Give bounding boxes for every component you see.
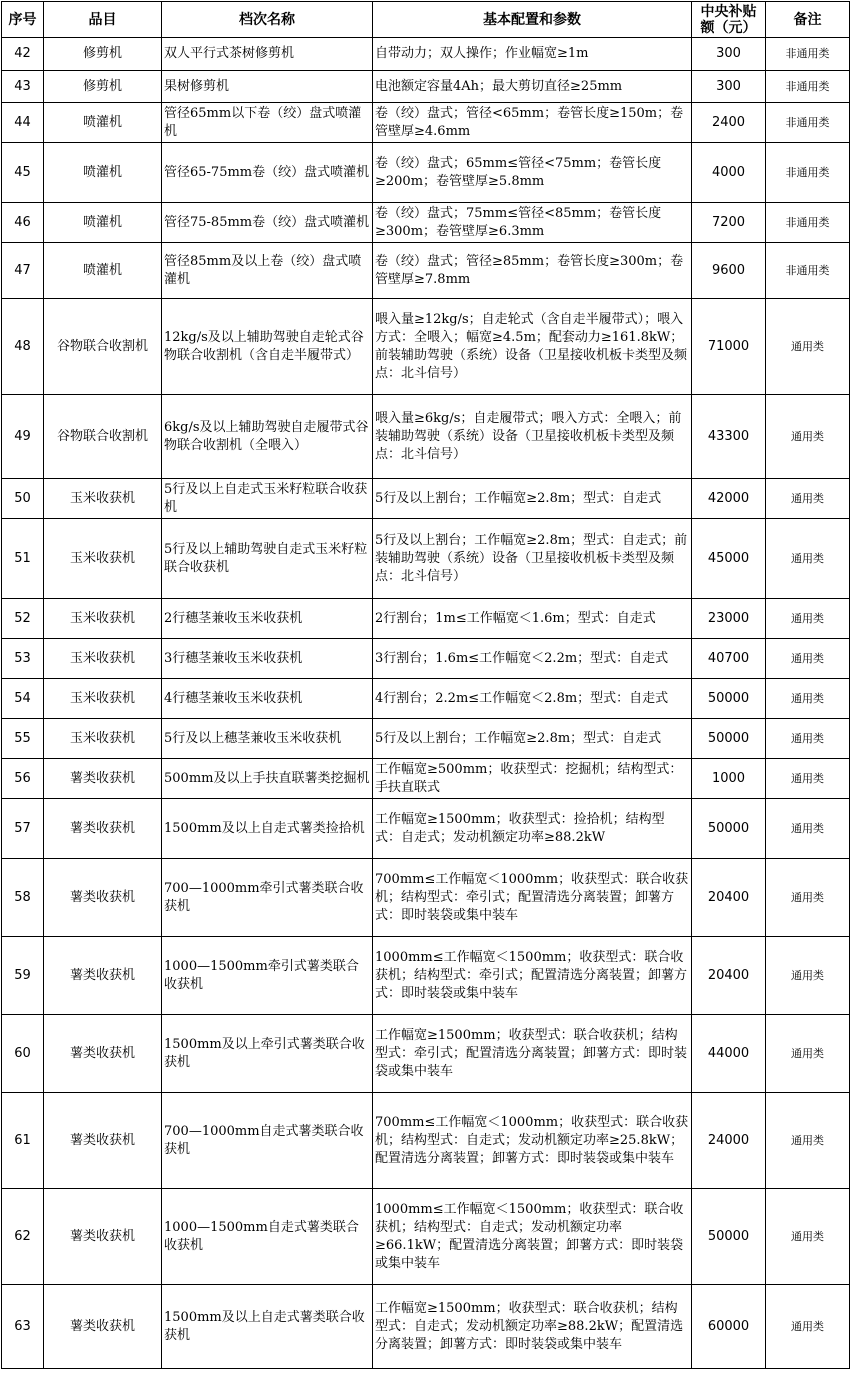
cell-category: 玉米收获机 [44,599,162,639]
table-row [2,1189,850,1285]
cell-note: 通用类 [766,859,850,937]
cell-name: 700—1000mm牵引式薯类联合收获机 [162,859,373,937]
cell-spec: 电池额定容量4Ah；最大剪切直径≥25mm [373,71,692,103]
cell-spec: 1000mm≤工作幅宽＜1500mm；收获型式：联合收获机；结构型式：自走式；发动机额定功率≥66.1kW；配置清选分离装置；卸薯方式：即时装袋或集中装车 [373,1189,692,1285]
cell-category: 玉米收获机 [44,679,162,719]
cell-no: 60 [2,1015,44,1093]
cell-amount: 4000 [692,143,766,203]
subsidy-table [1,1,850,1369]
cell-spec: 喂入量≥6kg/s；自走履带式；喂入方式：全喂入；前装辅助驾驶（系统）设备（卫星接收机板卡类型及频点：北斗信号） [373,395,692,479]
cell-spec: 700mm≤工作幅宽＜1000mm；收获型式：联合收获机；结构型式：自走式；发动机额定功率≥25.8kW；配置清选分离装置；卸薯方式：即时装袋或集中装车 [373,1093,692,1189]
table-row [2,599,850,639]
table-row [2,799,850,859]
cell-no: 53 [2,639,44,679]
cell-note: 非通用类 [766,243,850,299]
cell-name: 3行穗茎兼收玉米收获机 [162,639,373,679]
cell-name: 700—1000mm自走式薯类联合收获机 [162,1093,373,1189]
header-spec: 基本配置和参数 [373,2,692,38]
cell-note: 通用类 [766,1189,850,1285]
cell-no: 46 [2,203,44,243]
cell-no: 50 [2,479,44,519]
table-row [2,519,850,599]
cell-no: 44 [2,103,44,143]
cell-category: 喷灌机 [44,143,162,203]
cell-category: 玉米收获机 [44,639,162,679]
cell-note: 非通用类 [766,38,850,71]
cell-name: 管径75-85mm卷（绞）盘式喷灌机 [162,203,373,243]
cell-spec: 工作幅宽≥1500mm；收获型式：捡拾机；结构型式：自走式；发动机额定功率≥88.2kW [373,799,692,859]
cell-category: 喷灌机 [44,103,162,143]
cell-spec: 卷（绞）盘式；65mm≤管径<75mm；卷管长度≥200m；卷管壁厚≥5.8mm [373,143,692,203]
cell-amount: 71000 [692,299,766,395]
table-header [2,2,850,38]
cell-amount: 43300 [692,395,766,479]
cell-spec: 喂入量≥12kg/s；自走轮式（含自走半履带式）；喂入方式：全喂入；幅宽≥4.5m；配套动力≥161.8kW；前装辅助驾驶（系统）设备（卫星接收机板卡类型及频点：北斗信号） [373,299,692,395]
cell-no: 43 [2,71,44,103]
cell-name: 5行及以上穗茎兼收玉米收获机 [162,719,373,759]
cell-category: 薯类收获机 [44,1015,162,1093]
cell-no: 51 [2,519,44,599]
cell-amount: 7200 [692,203,766,243]
cell-spec: 5行及以上割台；工作幅宽≥2.8m；型式：自走式 [373,719,692,759]
cell-category: 玉米收获机 [44,519,162,599]
cell-no: 57 [2,799,44,859]
cell-spec: 自带动力；双人操作；作业幅宽≥1m [373,38,692,71]
cell-spec: 700mm≤工作幅宽＜1000mm；收获型式：联合收获机；结构型式：牵引式；配置清选分离装置；卸薯方式：即时装袋或集中装车 [373,859,692,937]
cell-note: 通用类 [766,759,850,799]
cell-note: 非通用类 [766,103,850,143]
cell-category: 修剪机 [44,71,162,103]
cell-name: 500mm及以上手扶直联薯类挖掘机 [162,759,373,799]
cell-no: 58 [2,859,44,937]
table-row [2,759,850,799]
cell-note: 通用类 [766,395,850,479]
cell-name: 管径85mm及以上卷（绞）盘式喷灌机 [162,243,373,299]
cell-category: 喷灌机 [44,203,162,243]
cell-name: 12kg/s及以上辅助驾驶自走轮式谷物联合收割机（含自走半履带式） [162,299,373,395]
cell-name: 管径65-75mm卷（绞）盘式喷灌机 [162,143,373,203]
table-row [2,143,850,203]
cell-amount: 23000 [692,599,766,639]
cell-spec: 5行及以上割台；工作幅宽≥2.8m；型式：自走式 [373,479,692,519]
table-row [2,203,850,243]
cell-no: 63 [2,1285,44,1369]
cell-name: 5行及以上辅助驾驶自走式玉米籽粒联合收获机 [162,519,373,599]
cell-name: 1500mm及以上牵引式薯类联合收获机 [162,1015,373,1093]
cell-no: 45 [2,143,44,203]
cell-spec: 卷（绞）盘式；管径<65mm；卷管长度≥150m；卷管壁厚≥4.6mm [373,103,692,143]
header-no: 序号 [2,2,44,38]
cell-note: 通用类 [766,1285,850,1369]
cell-note: 通用类 [766,1093,850,1189]
table-row [2,937,850,1015]
cell-name: 1500mm及以上自走式薯类捡拾机 [162,799,373,859]
cell-note: 非通用类 [766,71,850,103]
cell-category: 薯类收获机 [44,1285,162,1369]
cell-no: 48 [2,299,44,395]
cell-amount: 24000 [692,1093,766,1189]
cell-category: 谷物联合收割机 [44,395,162,479]
header-category: 品目 [44,2,162,38]
header-amount: 中央补贴额（元） [692,2,766,38]
cell-category: 玉米收获机 [44,479,162,519]
table-row [2,299,850,395]
cell-no: 54 [2,679,44,719]
table-row [2,859,850,937]
cell-spec: 4行割台；2.2m≤工作幅宽＜2.8m；型式：自走式 [373,679,692,719]
header-note: 备注 [766,2,850,38]
table-row [2,71,850,103]
cell-amount: 300 [692,71,766,103]
cell-no: 49 [2,395,44,479]
cell-name: 果树修剪机 [162,71,373,103]
cell-note: 通用类 [766,719,850,759]
cell-category: 薯类收获机 [44,799,162,859]
cell-note: 通用类 [766,599,850,639]
cell-amount: 300 [692,38,766,71]
cell-name: 1000—1500mm自走式薯类联合收获机 [162,1189,373,1285]
cell-no: 52 [2,599,44,639]
cell-no: 47 [2,243,44,299]
cell-note: 非通用类 [766,203,850,243]
table-row [2,1093,850,1189]
cell-amount: 50000 [692,1189,766,1285]
cell-name: 5行及以上自走式玉米籽粒联合收获机 [162,479,373,519]
cell-category: 薯类收获机 [44,937,162,1015]
cell-note: 通用类 [766,1015,850,1093]
cell-no: 62 [2,1189,44,1285]
cell-amount: 20400 [692,859,766,937]
cell-spec: 卷（绞）盘式；管径≥85mm；卷管长度≥300m；卷管壁厚≥7.8mm [373,243,692,299]
cell-spec: 5行及以上割台；工作幅宽≥2.8m；型式：自走式；前装辅助驾驶（系统）设备（卫星接收机板卡类型及频点：北斗信号） [373,519,692,599]
cell-amount: 44000 [692,1015,766,1093]
cell-spec: 卷（绞）盘式；75mm≤管径<85mm；卷管长度≥300m；卷管壁厚≥6.3mm [373,203,692,243]
cell-category: 薯类收获机 [44,1189,162,1285]
cell-amount: 60000 [692,1285,766,1369]
cell-name: 1000—1500mm牵引式薯类联合收获机 [162,937,373,1015]
cell-amount: 42000 [692,479,766,519]
cell-no: 56 [2,759,44,799]
table-row [2,38,850,71]
cell-category: 薯类收获机 [44,759,162,799]
table-row [2,243,850,299]
cell-spec: 工作幅宽≥500mm；收获型式：挖掘机；结构型式：手扶直联式 [373,759,692,799]
cell-category: 玉米收获机 [44,719,162,759]
table-row [2,479,850,519]
table-row [2,103,850,143]
cell-amount: 40700 [692,639,766,679]
cell-note: 通用类 [766,519,850,599]
table-body [2,38,850,1369]
cell-category: 喷灌机 [44,243,162,299]
cell-amount: 50000 [692,799,766,859]
cell-note: 通用类 [766,299,850,395]
cell-amount: 2400 [692,103,766,143]
table-row [2,679,850,719]
cell-note: 通用类 [766,799,850,859]
cell-amount: 50000 [692,719,766,759]
cell-no: 59 [2,937,44,1015]
cell-name: 6kg/s及以上辅助驾驶自走履带式谷物联合收割机（全喂入） [162,395,373,479]
table-row [2,719,850,759]
cell-category: 谷物联合收割机 [44,299,162,395]
cell-name: 4行穗茎兼收玉米收获机 [162,679,373,719]
cell-amount: 20400 [692,937,766,1015]
cell-category: 薯类收获机 [44,1093,162,1189]
cell-spec: 3行割台；1.6m≤工作幅宽＜2.2m；型式：自走式 [373,639,692,679]
cell-name: 1500mm及以上自走式薯类联合收获机 [162,1285,373,1369]
cell-name: 管径65mm以下卷（绞）盘式喷灌机 [162,103,373,143]
table-row [2,1285,850,1369]
table-row [2,1015,850,1093]
cell-note: 通用类 [766,479,850,519]
cell-name: 双人平行式茶树修剪机 [162,38,373,71]
cell-note: 非通用类 [766,143,850,203]
cell-name: 2行穗茎兼收玉米收获机 [162,599,373,639]
cell-amount: 9600 [692,243,766,299]
cell-amount: 50000 [692,679,766,719]
cell-no: 42 [2,38,44,71]
table-row [2,395,850,479]
cell-amount: 45000 [692,519,766,599]
cell-spec: 1000mm≤工作幅宽＜1500mm；收获型式：联合收获机；结构型式：牵引式；配置清选分离装置；卸薯方式：即时装袋或集中装车 [373,937,692,1015]
cell-spec: 工作幅宽≥1500mm；收获型式：联合收获机；结构型式：牵引式；配置清选分离装置；卸薯方式：即时装袋或集中装车 [373,1015,692,1093]
header-name: 档次名称 [162,2,373,38]
cell-note: 通用类 [766,639,850,679]
cell-note: 通用类 [766,679,850,719]
cell-category: 修剪机 [44,38,162,71]
cell-amount: 1000 [692,759,766,799]
cell-category: 薯类收获机 [44,859,162,937]
cell-spec: 工作幅宽≥1500mm；收获型式：联合收获机；结构型式：自走式；发动机额定功率≥88.2kW；配置清选分离装置；卸薯方式：即时装袋或集中装车 [373,1285,692,1369]
cell-no: 61 [2,1093,44,1189]
cell-no: 55 [2,719,44,759]
cell-note: 通用类 [766,937,850,1015]
cell-spec: 2行割台；1m≤工作幅宽＜1.6m；型式：自走式 [373,599,692,639]
table-row [2,639,850,679]
